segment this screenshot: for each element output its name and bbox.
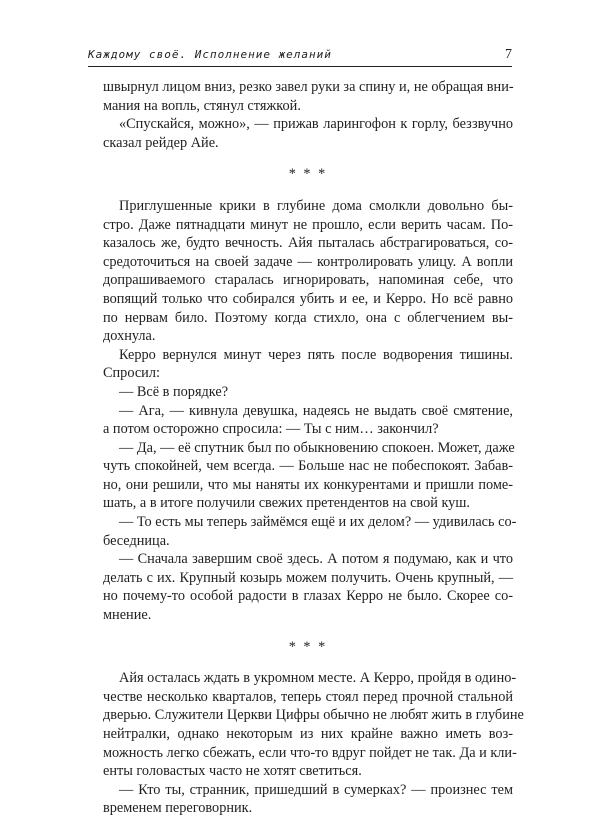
section-separator: * * * bbox=[288, 638, 328, 655]
text-line: временем переговорник. bbox=[103, 800, 253, 817]
text-line: мнение. bbox=[103, 607, 152, 624]
text-line: — Всё в порядке? bbox=[119, 383, 229, 400]
text-line: стро. Даже пятнадцати минут не прошло, если верить часам. По- bbox=[103, 216, 513, 233]
text-line: — Ага, — кивнула девушка, надеясь не выдать своё смятение, bbox=[119, 402, 513, 419]
text-line: дохнула. bbox=[103, 328, 156, 345]
text-line: Керро вернулся минут через пять после водворения тишины. bbox=[119, 346, 513, 363]
text-line: Приглушенные крики в глубине дома смолкли довольно бы- bbox=[119, 197, 513, 214]
text-line: мания на вопль, стянул стяжкой. bbox=[103, 97, 301, 114]
text-line: вопящий только что собирался убить и ее, и Керро. Но всё равно bbox=[103, 290, 513, 307]
text-line: — Сначала завершим своё здесь. А потом я подумаю, как и что bbox=[119, 551, 513, 568]
text-line: чуть спокойней, чем всегда. — Больше нас не побеспокоят. Забав- bbox=[103, 458, 513, 475]
text-line: честве несколько кварталов, теперь стоял перед прочной стальной bbox=[103, 688, 513, 705]
text-line: дверью. Служители Церкви Цифры обычно не любят жить в глубине bbox=[103, 707, 524, 724]
text-line: Айя осталась ждать в укромном месте. А Керро, пройдя в одино- bbox=[119, 670, 517, 687]
text-line: по нервам било. Поэтому когда стихло, она с облегчением вы- bbox=[103, 309, 513, 326]
text-line: беседница. bbox=[103, 532, 170, 549]
text-line: сказал рейдер Айе. bbox=[103, 134, 219, 151]
text-line: допрашиваемого старалась игнорировать, напоминая себе, что bbox=[103, 272, 513, 289]
text-line: Спросил: bbox=[103, 365, 160, 382]
text-line: но, они решили, что мы наняты их конкурентами и пришли поме- bbox=[103, 476, 513, 493]
section-separator: * * * bbox=[288, 166, 328, 183]
text-line: нейтралки, однако некоторым из них крайне важно иметь воз- bbox=[103, 726, 513, 742]
text-line: шать, а в итоге получили свежих претендентов на свой куш. bbox=[103, 495, 470, 512]
body-text bbox=[103, 78, 524, 818]
text-line: — Кто ты, странник, пришедший в сумерках? — произнес тем bbox=[119, 781, 513, 798]
text-line: «Спускайся, можно», — прижав ларингофон к горлу, беззвучно bbox=[119, 116, 513, 133]
text-line: — Да, — её спутник был по обыкновению спокоен. Может, даже bbox=[119, 439, 515, 456]
text-line: можность легко сбежать, если что-то вдруг пойдет не так. Да и кли- bbox=[103, 744, 517, 761]
running-head bbox=[88, 46, 512, 67]
text-line: — То есть мы теперь займёмся ещё и их делом? — удивилась со- bbox=[119, 514, 517, 531]
running-head-title: Каждому своё. Исполнение желаний bbox=[88, 48, 332, 61]
text-line: енты головастых часто не хотят светиться. bbox=[103, 763, 362, 780]
text-line: а потом осторожно спросила: — Ты с ним… закончил? bbox=[103, 421, 439, 438]
text-line: швырнул лицом вниз, резко завел руки за спину и, не обращая вни- bbox=[103, 79, 514, 95]
text-line: но почему-то особой радости в глазах Керро не было. Скорее со- bbox=[103, 588, 513, 605]
text-line: казалось же, будто вечность. Айя пыталась абстрагироваться, со- bbox=[103, 235, 513, 252]
text-line: делать с их. Крупный козырь можем получить. Очень крупный, — bbox=[103, 569, 513, 586]
page-number: 7 bbox=[505, 47, 512, 62]
text-line: средоточиться на своей задаче — контролировать улицу. А вопли bbox=[103, 253, 513, 270]
